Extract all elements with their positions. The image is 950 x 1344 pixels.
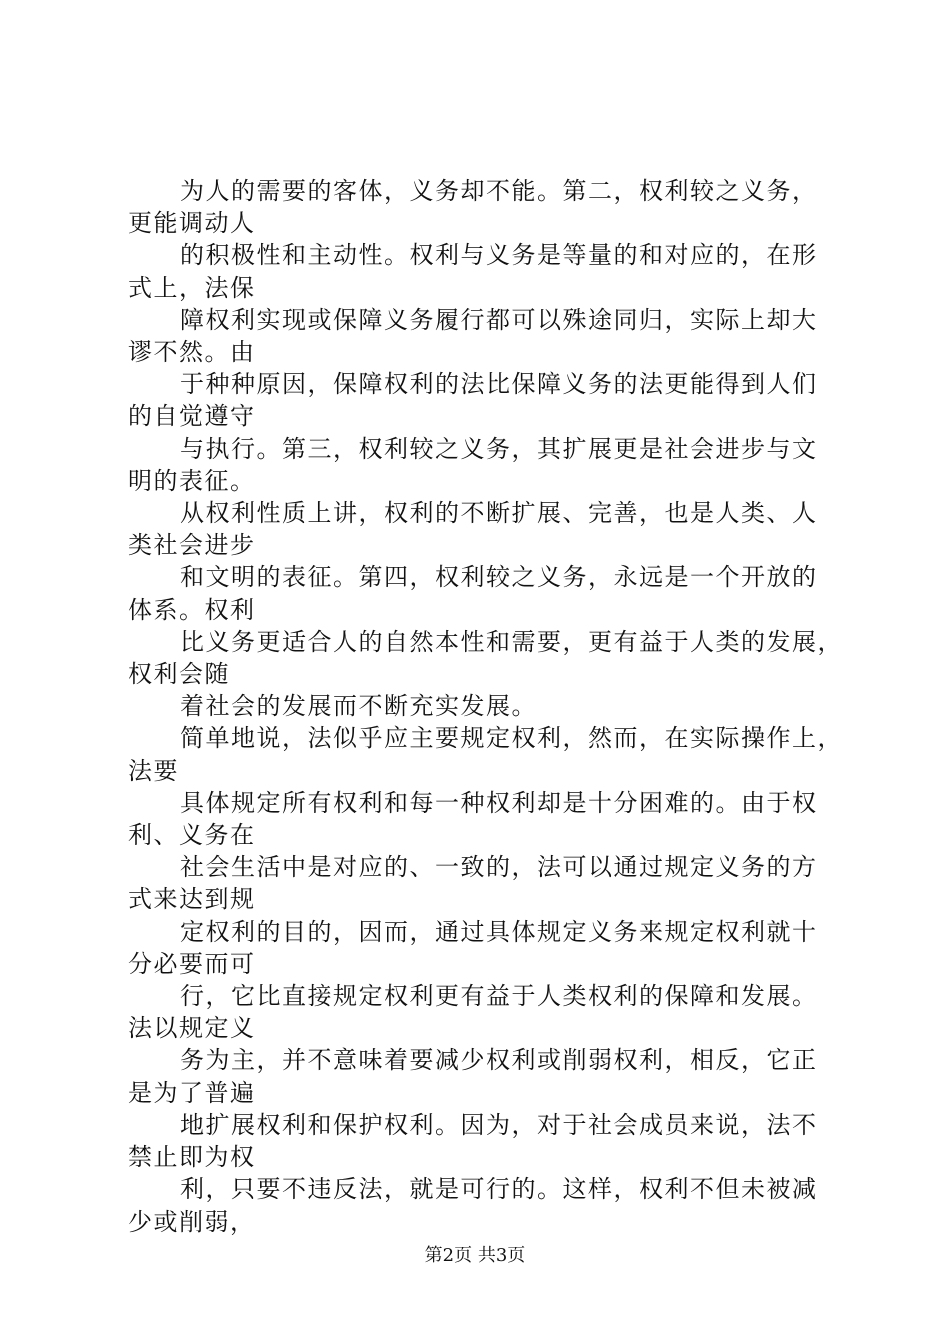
text-line: 式上，法保 <box>128 273 256 302</box>
text-line: 少或削弱， <box>128 1207 256 1236</box>
text-line: 于种种原因，保障权利的法比保障义务的法更能得到人们 <box>180 370 818 399</box>
text-line: 社会生活中是对应的、一致的，法可以通过规定义务的方 <box>180 853 818 882</box>
text-line: 务为主，并不意味着要减少权利或削弱权利，相反，它正 <box>180 1046 818 1075</box>
text-line: 与执行。第三，权利较之义务，其扩展更是社会进步与文 <box>180 434 818 463</box>
text-line: 利、义务在 <box>128 821 256 850</box>
text-line: 障权利实现或保障义务履行都可以殊途同归，实际上却大 <box>180 305 818 334</box>
text-line: 的自觉遵守 <box>128 402 256 431</box>
text-line: 谬不然。由 <box>128 338 256 367</box>
text-line: 具体规定所有权利和每一种权利却是十分困难的。由于权 <box>180 788 818 817</box>
text-line: 法要 <box>128 756 179 785</box>
text-line: 类社会进步 <box>128 531 256 560</box>
text-line: 着社会的发展而不断充实发展。 <box>180 692 537 721</box>
text-line: 体系。权利 <box>128 595 256 624</box>
text-line: 定权利的目的，因而，通过具体规定义务来规定权利就十 <box>180 917 818 946</box>
text-line: 从权利性质上讲，权利的不断扩展、完善，也是人类、人 <box>180 499 818 528</box>
text-line: 分必要而可 <box>128 949 256 978</box>
text-line: 利，只要不违反法，就是可行的。这样，权利不但未被减 <box>180 1175 818 1204</box>
text-line: 更能调动人 <box>128 209 256 238</box>
text-line: 比义务更适合人的自然本性和需要，更有益于人类的发展， <box>180 627 843 656</box>
text-line: 式来达到规 <box>128 885 256 914</box>
text-line: 权利会随 <box>128 660 230 689</box>
page-footer: 第2页 共3页 <box>424 1245 526 1266</box>
text-line: 是为了普遍 <box>128 1078 256 1107</box>
text-line: 地扩展权利和保护权利。因为，对于社会成员来说，法不 <box>180 1110 818 1139</box>
text-line: 法以规定义 <box>128 1014 256 1043</box>
body-text <box>128 175 848 1238</box>
text-line: 明的表征。 <box>128 466 256 495</box>
text-line: 禁止即为权 <box>128 1143 256 1172</box>
text-line: 行，它比直接规定权利更有益于人类权利的保障和发展。 <box>180 982 818 1011</box>
text-line: 和文明的表征。第四，权利较之义务，永远是一个开放的 <box>180 563 818 592</box>
text-line: 简单地说，法似乎应主要规定权利，然而，在实际操作上， <box>180 724 843 753</box>
text-line: 为人的需要的客体，义务却不能。第二，权利较之义务， <box>180 177 818 205</box>
text-line: 的积极性和主动性。权利与义务是等量的和对应的，在形 <box>180 241 818 270</box>
